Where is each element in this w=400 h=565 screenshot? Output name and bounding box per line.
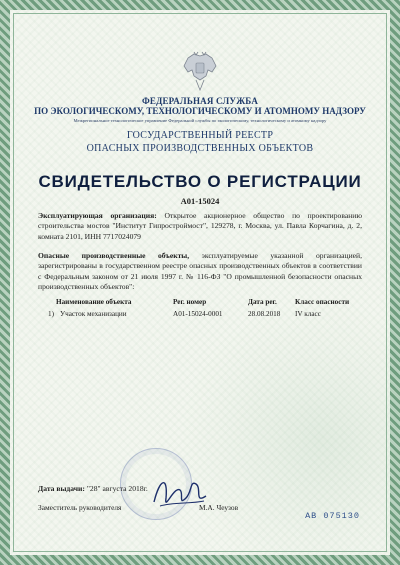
document-title: СВИДЕТЕЛЬСТВО О РЕГИСТРАЦИИ (38, 172, 362, 191)
operator-text: Открытое акционерное общество по проектированию строительства мостов "Институт Гипростроймост", 129278, г. Москва, ул. Павла Корчагина, д. 2, комната 2101, ИНН 7717024079 (38, 211, 363, 241)
header-hazard-class: Класс опасности (295, 298, 350, 306)
registration-number: А01-15024 (180, 196, 220, 206)
operator-paragraph (38, 211, 362, 242)
operator-label: Эксплуатирующая организация: (38, 211, 157, 220)
row-object-name: Участок механизации (60, 310, 127, 318)
agency-name-line1: ФЕДЕРАЛЬНАЯ СЛУЖБА (141, 96, 259, 106)
issue-date-value: "28" августа 2018г. (86, 484, 148, 493)
issue-date-label: Дата выдачи: (38, 484, 85, 493)
blank-serial-number: АВ 075130 (305, 511, 360, 521)
issue-date (38, 484, 148, 493)
row-reg-number: А01-15024-0001 (173, 310, 223, 318)
agency-name-line2: ПО ЭКОЛОГИЧЕСКОМУ, ТЕХНОЛОГИЧЕСКОМУ И АТОМНОМУ НАДЗОРУ (34, 106, 366, 116)
objects-label: Опасные производственные объекты, (38, 251, 190, 260)
agency-subdivision: Межрегиональное технологическое управление Федеральной службы по экологическому, технологическому и атомному надзору (73, 118, 327, 123)
signer-position: Заместитель руководителя (38, 503, 122, 512)
row-reg-date: 28.08.2018 (248, 310, 281, 318)
header-reg-date: Дата рег. (248, 298, 277, 306)
header-reg-number: Рег. номер (173, 298, 207, 306)
registry-title-line2: ОПАСНЫХ ПРОИЗВОДСТВЕННЫХ ОБЪЕКТОВ (86, 143, 314, 154)
coat-of-arms-icon (180, 50, 220, 94)
objects-paragraph (38, 251, 362, 293)
row-number: 1) (48, 310, 54, 318)
signer-name: М.А. Чеузов (199, 503, 239, 512)
registry-title-line1: ГОСУДАРСТВЕННЫЙ РЕЕСТР (126, 130, 274, 141)
header-object-name: Наименование объекта (56, 298, 132, 306)
objects-text: эксплуатируемые указанной организацией, зарегистрированы в государственном реестре опасных производственных объектов в соответствии с Федеральным законом от 21 июля 1997 г. № 116-ФЗ "О промышленной безопасности опасных производственных объектов": (38, 251, 362, 292)
row-hazard-class: IV класс (295, 310, 321, 318)
